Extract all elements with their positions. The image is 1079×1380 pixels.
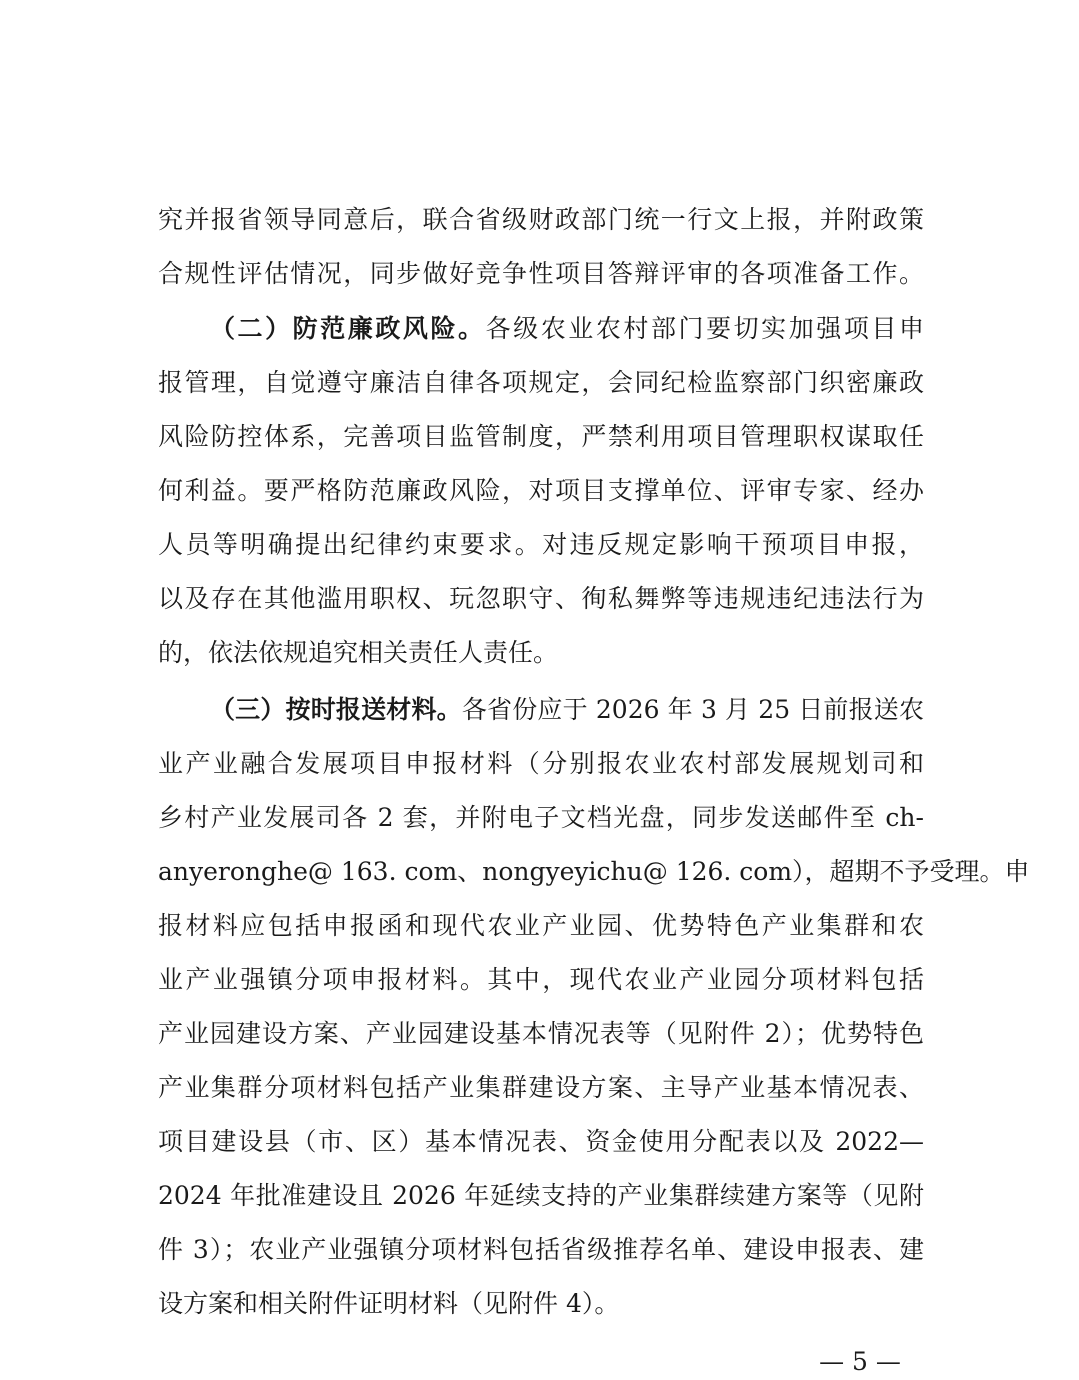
paragraph-3-line-11: 件 3）；农业产业强镇分项材料包括省级推荐名单、建设申报表、建	[158, 1235, 924, 1264]
paragraph-2-line-4: 何利益。要严格防范廉政风险，对项目支撑单位、评审专家、经办	[158, 476, 924, 505]
page-number: — 5 —	[819, 1347, 901, 1376]
paragraph-3-line-9: 项目建设县（市、区）基本情况表、资金使用分配表以及 2022—	[158, 1127, 924, 1156]
paragraph-3-line-3: 乡村产业发展司各 2 套，并附电子文档光盘，同步发送邮件至 ch-	[158, 803, 924, 832]
paragraph-3-line-4: anyeronghe@ 163. com、nongyeyichu@ 126. com），超期不予受理。申	[158, 857, 1030, 886]
paragraph-2-line-7: 的，依法依规追究相关责任人责任。	[158, 638, 559, 667]
paragraph-2-line-3: 风险防控体系，完善项目监管制度，严禁利用项目管理职权谋取任	[158, 422, 924, 451]
section-heading-2: （二）防范廉政风险。	[210, 314, 486, 343]
paragraph-3-line-12: 设方案和相关附件证明材料（见附件 4）。	[158, 1289, 620, 1318]
paragraph-1-line-1: 究并报省领导同意后，联合省级财政部门统一行文上报，并附政策	[158, 205, 924, 234]
paragraph-2-first-line-text: 各级农业农村部门要切实加强项目申	[485, 314, 924, 343]
paragraph-1-line-2: 合规性评估情况，同步做好竞争性项目答辩评审的各项准备工作。	[158, 259, 924, 288]
paragraph-3-line-1	[210, 683, 924, 737]
paragraph-2-line-5: 人员等明确提出纪律约束要求。对违反规定影响干预项目申报，	[158, 530, 924, 559]
paragraph-3-line-2: 业产业融合发展项目申报材料（分别报农业农村部发展规划司和	[158, 749, 924, 778]
section-heading-3: （三）按时报送材料。	[210, 695, 462, 724]
paragraph-2-line-6: 以及存在其他滥用职权、玩忽职守、徇私舞弊等违规违纪违法行为	[158, 584, 924, 613]
paragraph-2-line-2: 报管理，自觉遵守廉洁自律各项规定，会同纪检监察部门织密廉政	[158, 368, 924, 397]
paragraph-3-line-6: 业产业强镇分项申报材料。其中，现代农业产业园分项材料包括	[158, 965, 924, 994]
paragraph-3-line-10: 2024 年批准建设且 2026 年延续支持的产业集群续建方案等（见附	[158, 1181, 924, 1210]
paragraph-3-first-line-text: 各省份应于 2026 年 3 月 25 日前报送农	[461, 695, 924, 724]
paragraph-3-line-7: 产业园建设方案、产业园建设基本情况表等（见附件 2）；优势特色	[158, 1019, 924, 1048]
paragraph-2-line-1	[210, 302, 924, 356]
paragraph-3-line-8: 产业集群分项材料包括产业集群建设方案、主导产业基本情况表、	[158, 1073, 924, 1102]
paragraph-3-line-5: 报材料应包括申报函和现代农业产业园、优势特色产业集群和农	[158, 911, 924, 940]
